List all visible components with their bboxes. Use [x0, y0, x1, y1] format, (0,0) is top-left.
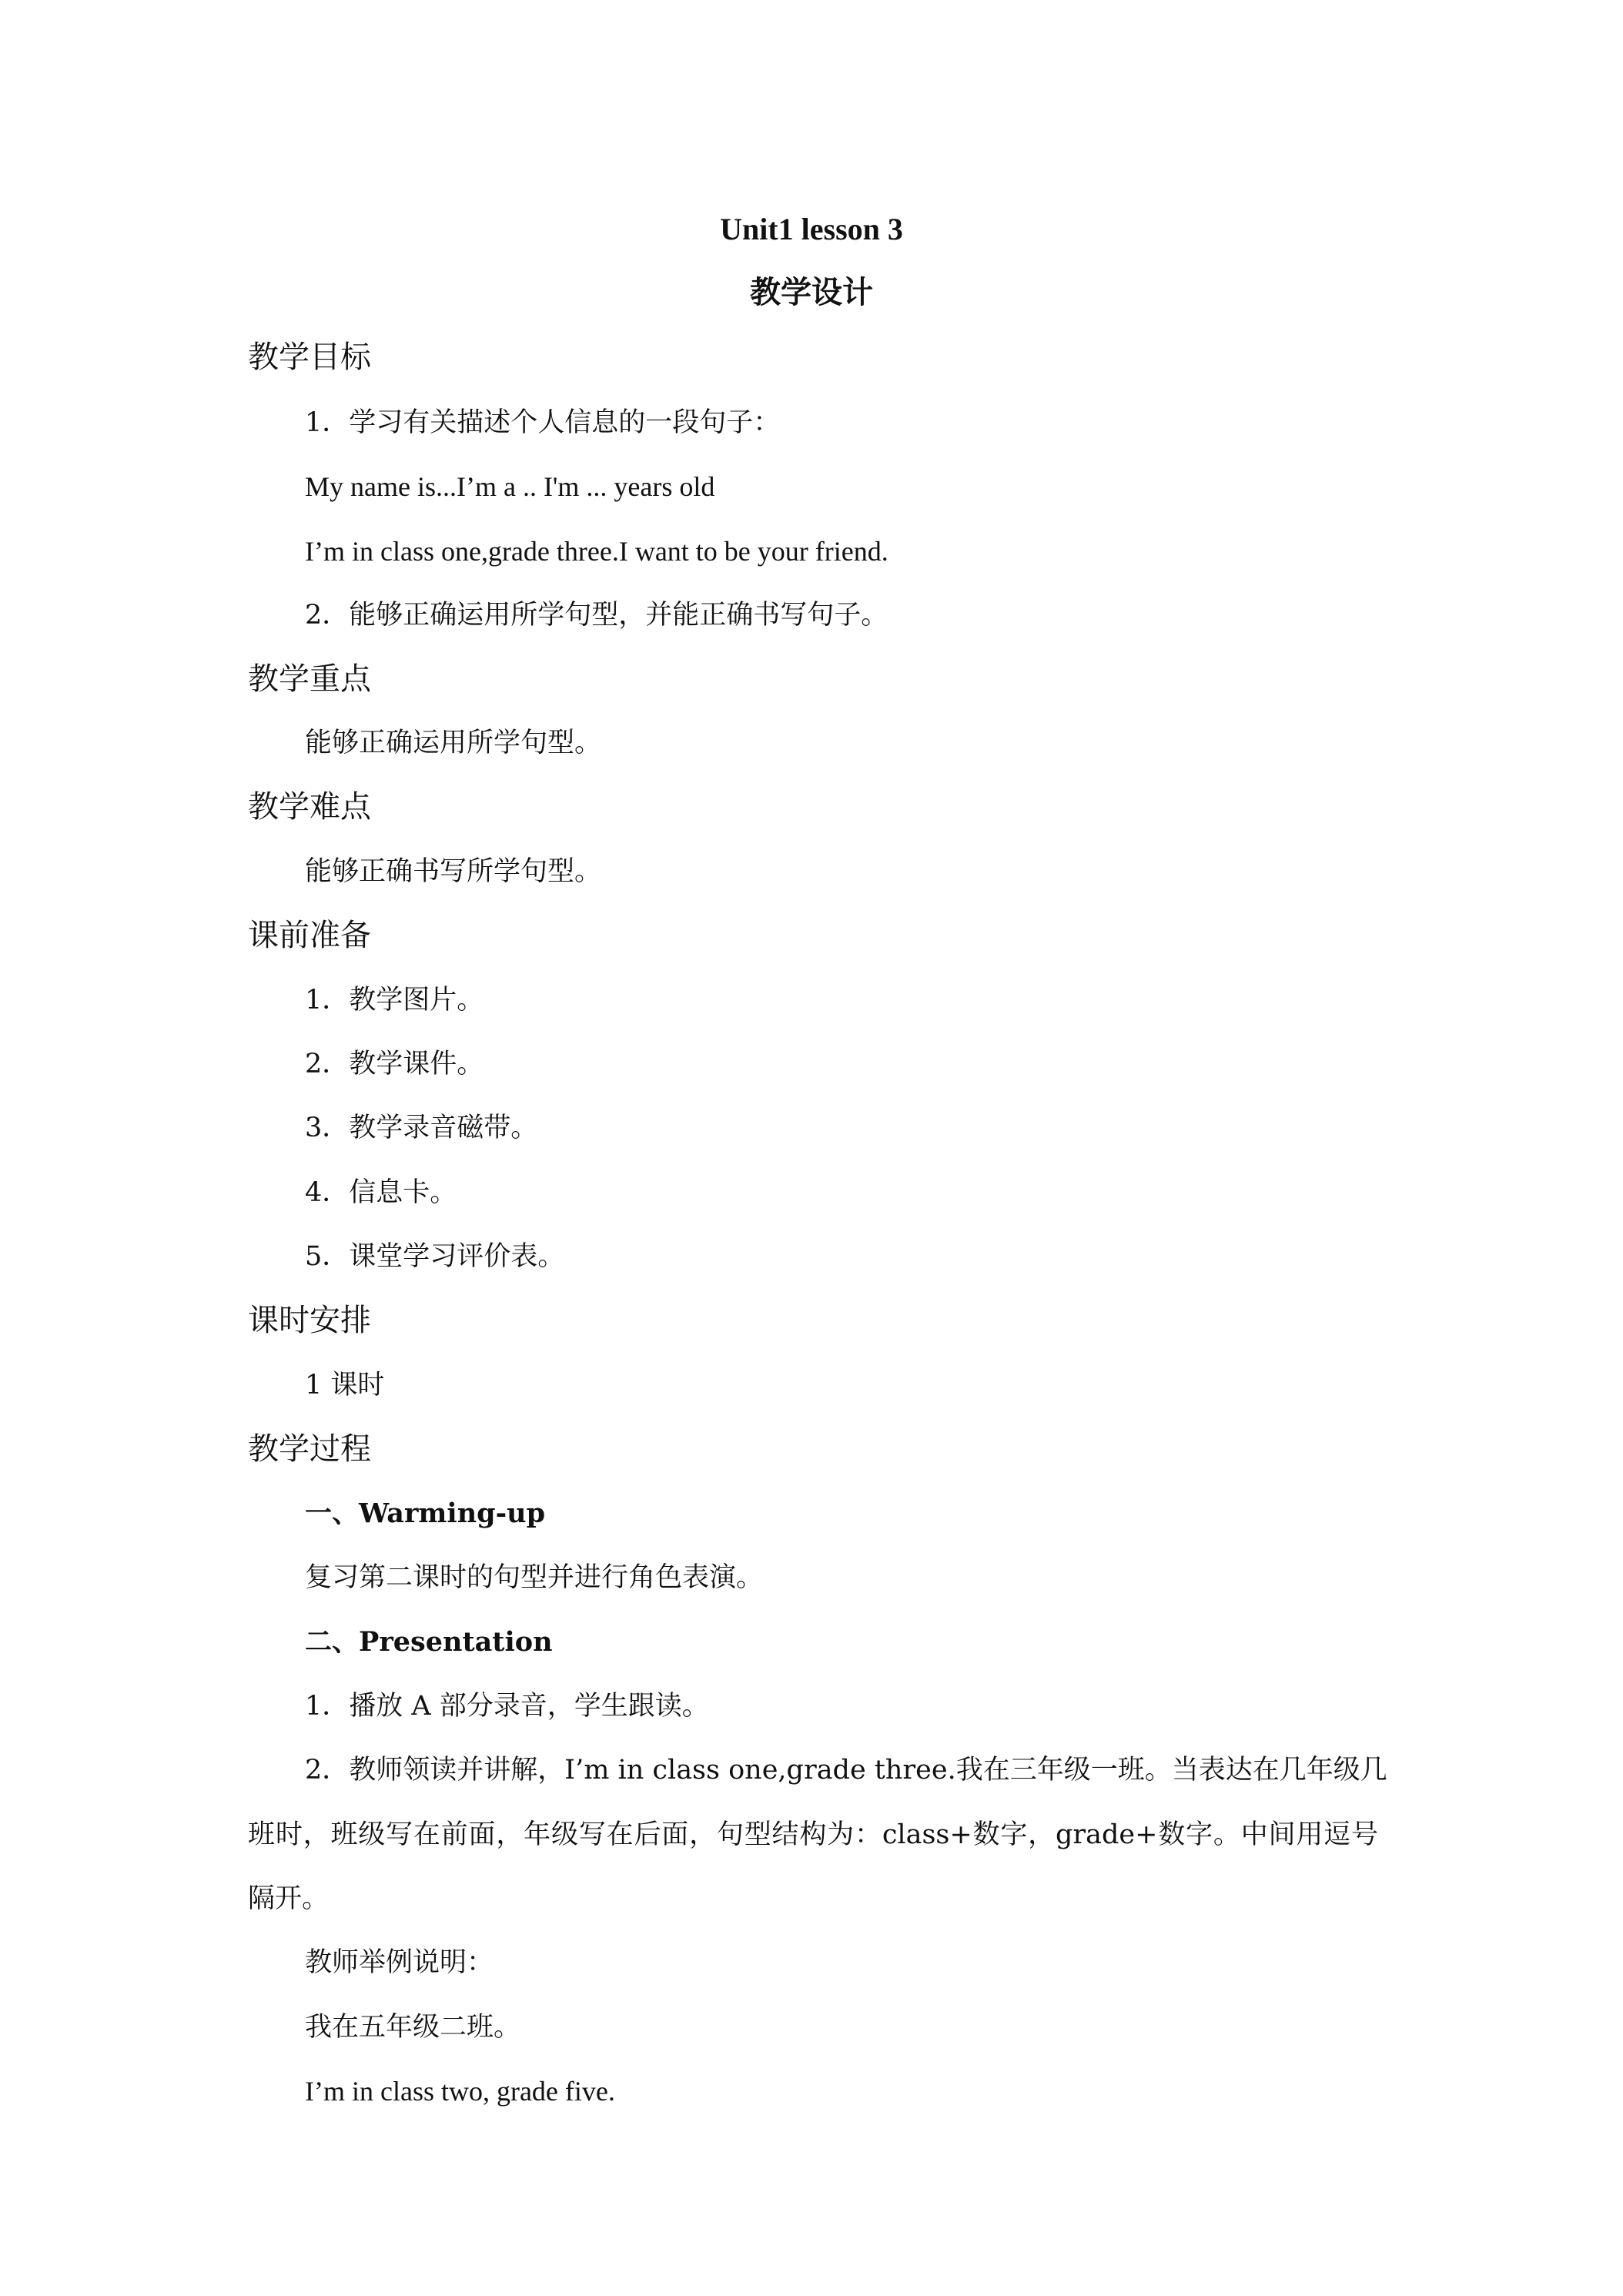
objective-example-2: I’m in class one,grade three.I want to be your friend.: [305, 536, 888, 567]
objective-example-1: My name is...I’m a .. I'm ... years old: [305, 471, 715, 502]
document-subtitle: 教学设计: [750, 274, 873, 310]
preparation-item: 2．教学课件。: [305, 1049, 484, 1079]
presentation-step-2-line-1: 2．教师领读并讲解，I’m in class one,grade three.我在三年级一班。当表达在几年级几: [305, 1755, 1387, 1786]
key-points-heading: 教学重点: [248, 661, 371, 697]
warmup-title: 一、Warming-up: [305, 1498, 546, 1529]
presentation-step-2-line-3: 隔开。: [248, 1883, 330, 1914]
difficulties-heading: 教学难点: [248, 789, 371, 825]
preparation-item: 3．教学录音磁带。: [305, 1113, 538, 1143]
presentation-step-2-line-2: 班时，班级写在前面，年级写在后面，句型结构为：class+数字，grade+数字。中间用逗号: [248, 1819, 1378, 1850]
preparation-heading: 课前准备: [248, 918, 371, 953]
preparation-item: 5．课堂学习评价表。: [305, 1241, 565, 1272]
objective-item-2: 2．能够正确运用所学句型，并能正确书写句子。: [305, 600, 888, 631]
preparation-item: 1．教学图片。: [305, 985, 484, 1016]
objectives-heading: 教学目标: [248, 340, 371, 375]
example-chinese: 我在五年级二班。: [305, 2012, 521, 2043]
document-title: Unit1 lesson 3: [720, 212, 903, 246]
schedule-text: 1 课时: [305, 1370, 385, 1401]
preparation-item: 4．信息卡。: [305, 1177, 457, 1208]
key-points-text: 能够正确运用所学句型。: [305, 728, 602, 758]
presentation-title: 二、Presentation: [305, 1626, 553, 1658]
presentation-step-1: 1．播放 A 部分录音，学生跟读。: [305, 1691, 709, 1722]
schedule-heading: 课时安排: [248, 1303, 371, 1338]
process-heading: 教学过程: [248, 1431, 371, 1467]
warmup-text: 复习第二课时的句型并进行角色表演。: [305, 1562, 764, 1593]
difficulties-text: 能够正确书写所学句型。: [305, 856, 602, 887]
example-english: I’m in class two, grade five.: [305, 2076, 615, 2107]
example-intro: 教师举例说明：: [305, 1947, 494, 1978]
objective-item-1: 1．学习有关描述个人信息的一段句子：: [305, 407, 781, 438]
